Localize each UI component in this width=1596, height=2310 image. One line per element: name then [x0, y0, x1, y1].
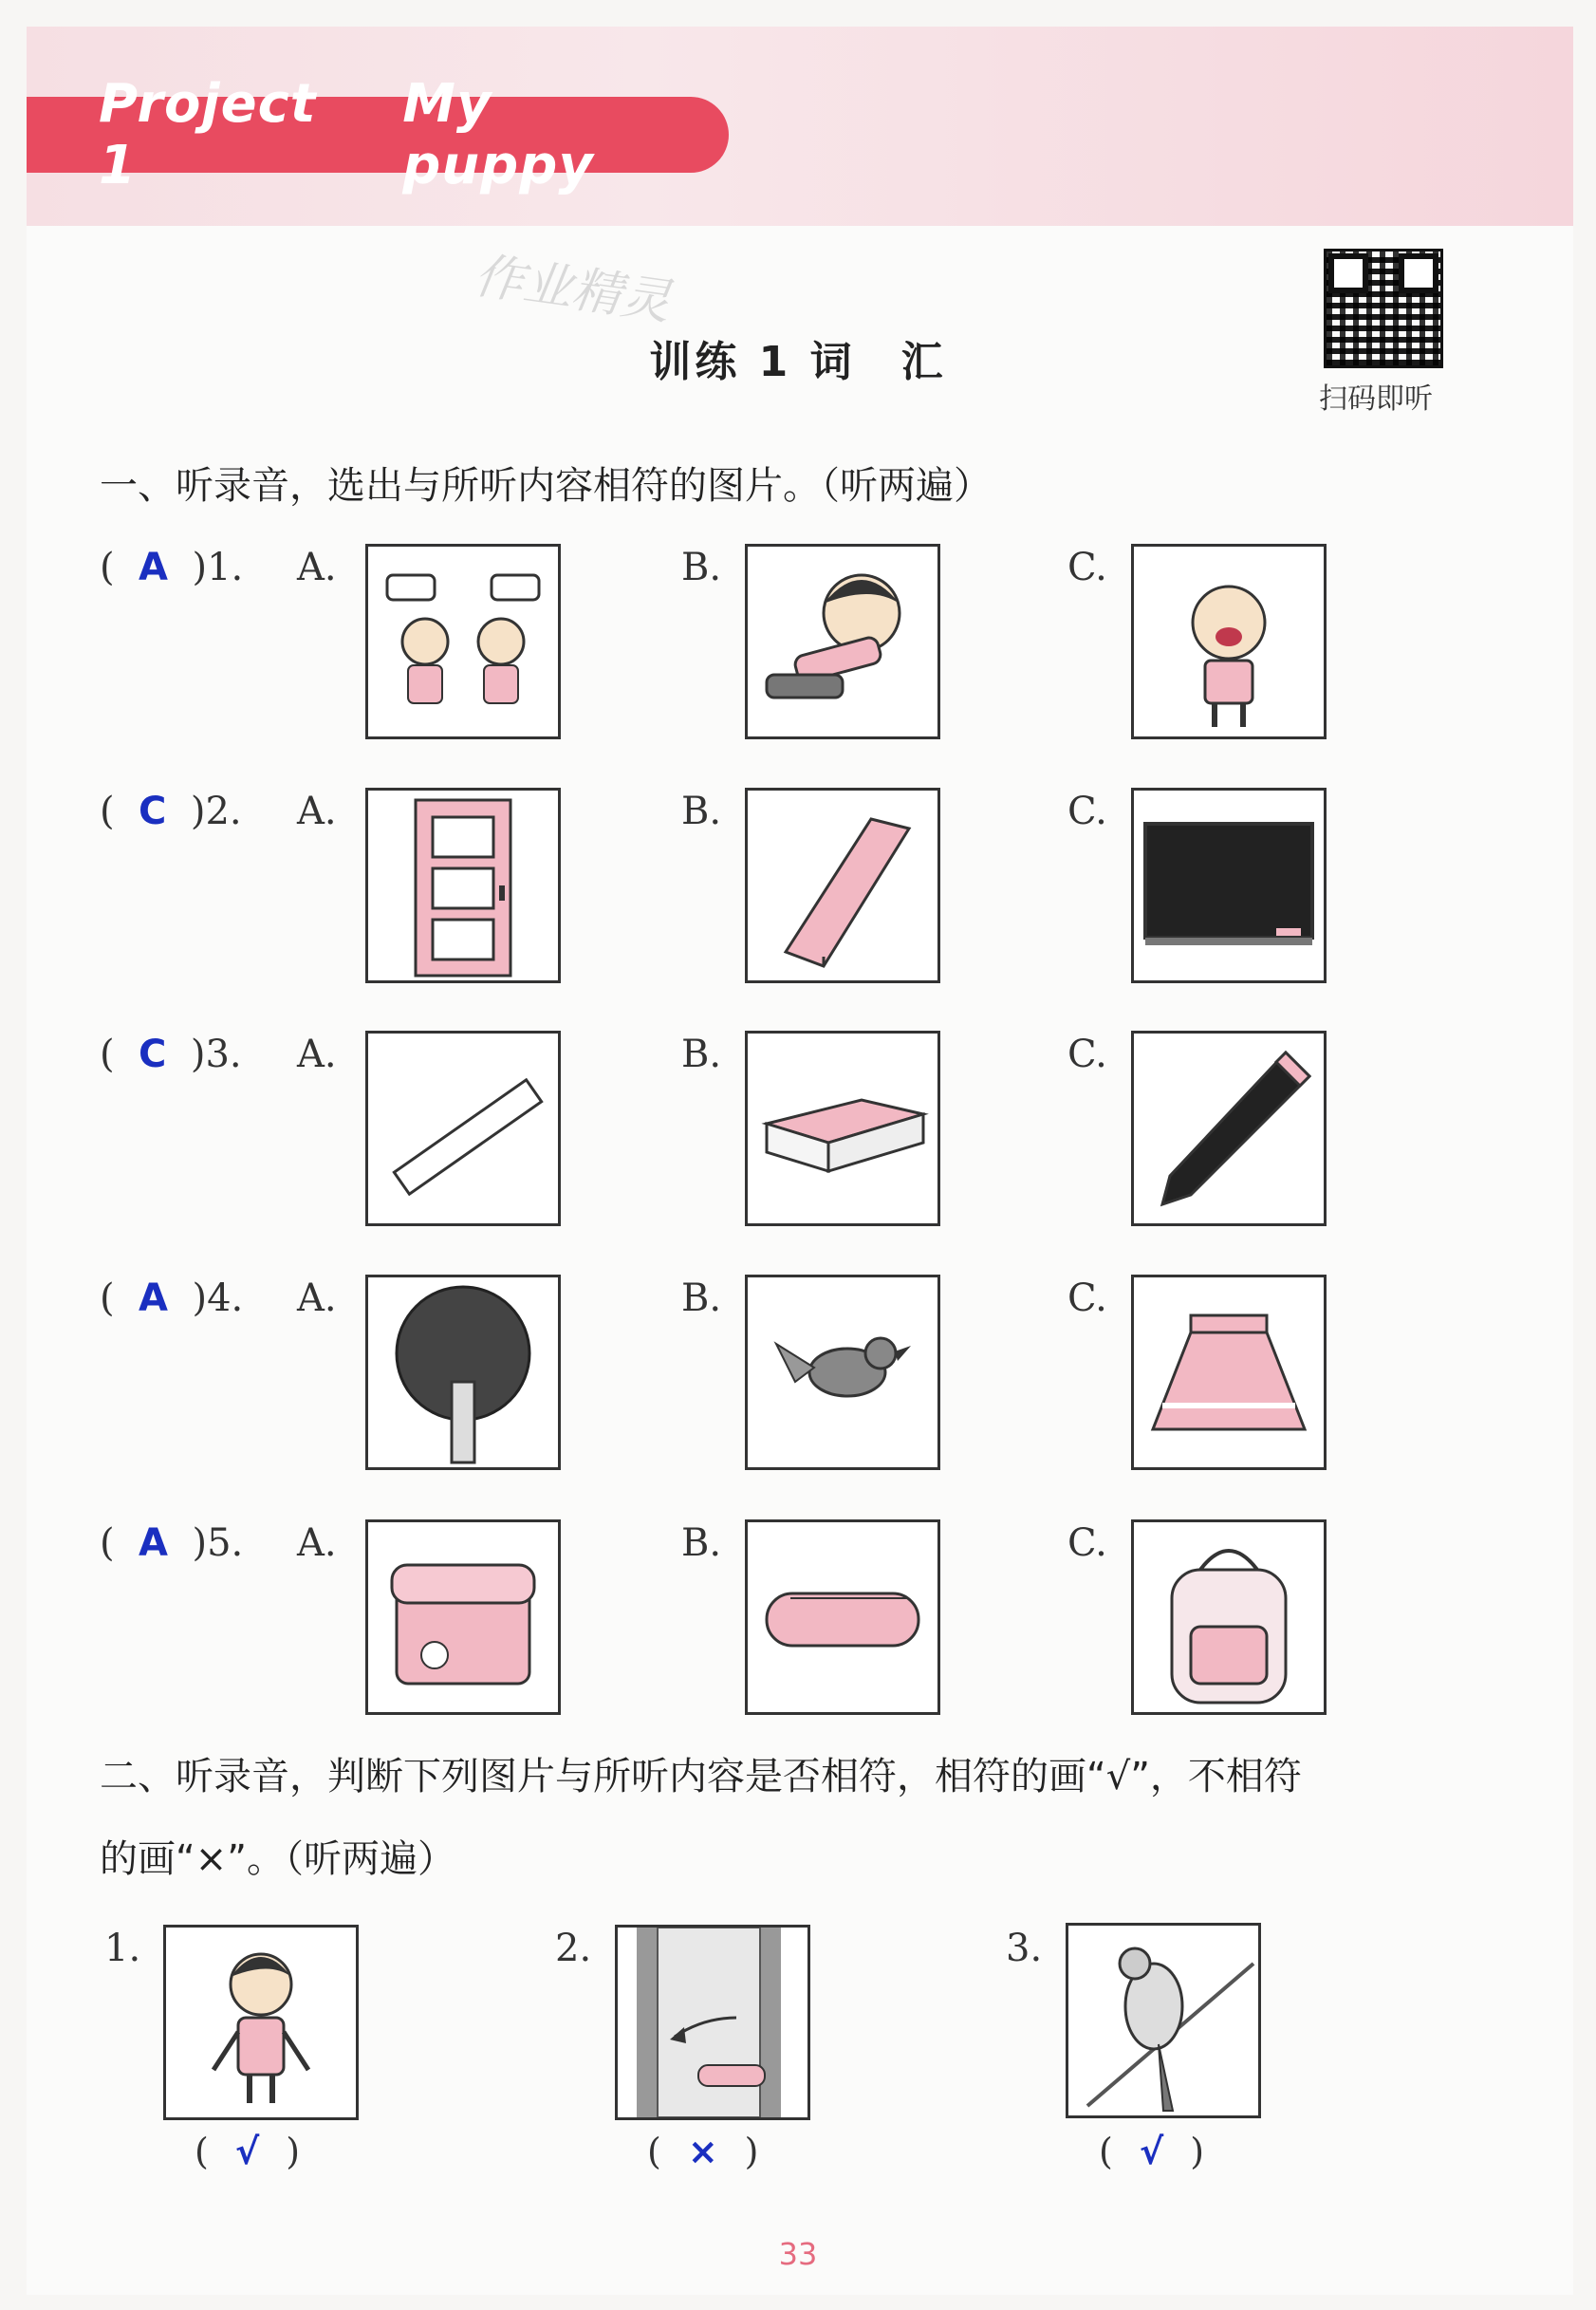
project-label: Project 1 — [99, 73, 317, 196]
watermark-text: 作业精灵 — [471, 247, 675, 332]
question-3-number: 3. — [205, 1033, 242, 1076]
question-1-option-letter: C. — [1067, 546, 1107, 589]
option-picture-tree[interactable] — [365, 1275, 561, 1470]
question-4-option-letter: B. — [681, 1276, 722, 1320]
qr-caption: 扫码即听 — [1319, 382, 1433, 416]
question-5-label: ( A )5. — [100, 1521, 244, 1565]
question-4-answer[interactable]: A — [139, 1276, 169, 1320]
question-3-option-letter: B. — [681, 1033, 722, 1076]
judge-picture-door-open — [615, 1925, 810, 2120]
page-number: 33 — [778, 2236, 818, 2272]
option-picture-door[interactable] — [365, 788, 561, 983]
question-4-option-letter: A. — [297, 1276, 337, 1320]
question-1-answer[interactable]: A — [139, 546, 169, 589]
unit-title: My puppy — [402, 73, 594, 196]
question-4-label: ( A )4. — [100, 1276, 244, 1320]
qr-code-icon[interactable] — [1324, 249, 1443, 368]
question-5-option-letter: C. — [1067, 1521, 1107, 1565]
option-picture-bird[interactable] — [745, 1275, 940, 1470]
section-1-title: 一、听录音，选出与所听内容相符的图片。（听两遍） — [100, 464, 992, 508]
judge-answer-3: ( √ ) — [1099, 2131, 1205, 2172]
question-4-option-letter: C. — [1067, 1276, 1107, 1320]
judge-picture-parrot — [1066, 1923, 1261, 2118]
section-2-title-line1: 二、听录音，判断下列图片与所听内容是否相符，相符的画“√”，不相符 — [100, 1755, 1302, 1798]
option-picture-skirt[interactable] — [1131, 1275, 1327, 1470]
option-picture-pencil-case[interactable] — [745, 1519, 940, 1715]
question-3-option-letter: A. — [297, 1033, 337, 1076]
project-tag — [27, 73, 729, 196]
option-picture-crayon[interactable] — [1131, 1031, 1327, 1226]
judge-mark-3: √ — [1139, 2131, 1164, 2172]
judge-item-1-number: 1. — [104, 1927, 141, 1970]
judge-item-2-number: 2. — [555, 1927, 592, 1970]
question-5-option-letter: B. — [681, 1521, 722, 1565]
section-2-title-line2: 的画“×”。（听两遍） — [100, 1837, 455, 1881]
option-picture-eraser[interactable] — [745, 1031, 940, 1226]
lesson-title: 训练 1 词 汇 — [649, 338, 947, 386]
judge-item-3-number: 3. — [1006, 1927, 1043, 1970]
option-picture-boy-lying[interactable] — [745, 544, 940, 739]
question-3-option-letter: C. — [1067, 1033, 1107, 1076]
option-picture-book[interactable] — [745, 788, 940, 983]
judge-picture-boy-pointing — [163, 1925, 359, 2120]
option-picture-blackboard[interactable] — [1131, 788, 1327, 983]
question-2-label: ( C )2. — [100, 790, 242, 833]
question-3-answer[interactable]: C — [139, 1033, 167, 1076]
option-picture-box[interactable] — [365, 1519, 561, 1715]
question-2-option-letter: A. — [297, 790, 337, 833]
question-5-option-letter: A. — [297, 1521, 337, 1565]
question-1-option-letter: A. — [297, 546, 337, 589]
question-2-answer[interactable]: C — [139, 790, 167, 833]
question-5-number: 5. — [207, 1521, 244, 1565]
question-4-number: 4. — [207, 1276, 244, 1320]
judge-answer-2: ( × ) — [647, 2131, 759, 2172]
option-picture-two-girls-talking[interactable] — [365, 544, 561, 739]
question-2-option-letter: C. — [1067, 790, 1107, 833]
question-1-option-letter: B. — [681, 546, 722, 589]
question-1-label: ( A )1. — [100, 546, 244, 589]
question-3-label: ( C )3. — [100, 1033, 242, 1076]
option-picture-boy-shouting[interactable] — [1131, 544, 1327, 739]
option-picture-schoolbag[interactable] — [1131, 1519, 1327, 1715]
judge-answer-1: ( √ ) — [195, 2131, 301, 2172]
question-5-answer[interactable]: A — [139, 1521, 169, 1565]
judge-mark-1: √ — [234, 2131, 260, 2172]
question-1-number: 1. — [207, 546, 244, 589]
question-2-option-letter: B. — [681, 790, 722, 833]
option-picture-ruler[interactable] — [365, 1031, 561, 1226]
judge-mark-2: × — [687, 2131, 718, 2172]
question-2-number: 2. — [205, 790, 242, 833]
